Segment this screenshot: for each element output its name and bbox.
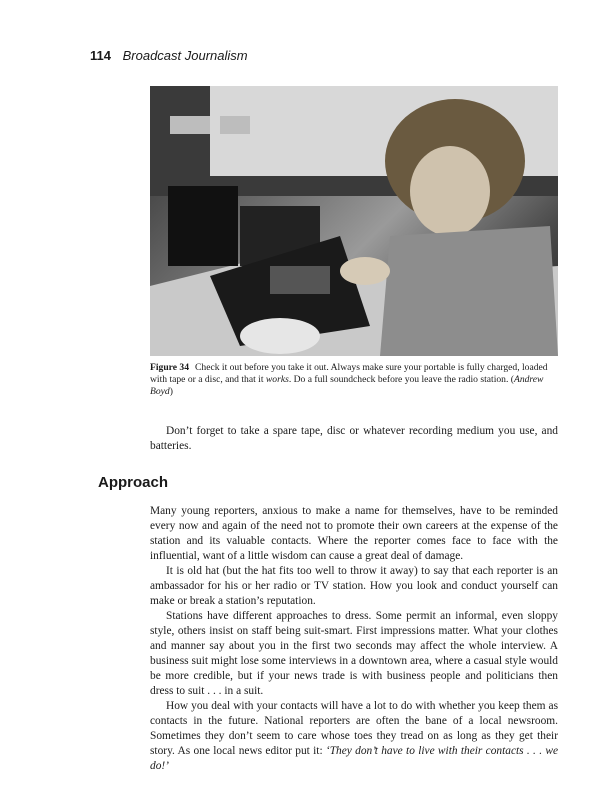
paragraph-4 <box>150 699 558 774</box>
caption-credit: Andrew Boyd <box>150 374 544 397</box>
running-header <box>90 48 248 63</box>
figure-photo <box>150 86 558 356</box>
paragraph-4-text: How you deal with your contacts will have a lot to do with whether you keep them as contacts in the future. National reporters are often the bane of a local newsroom. Sometimes they don’t seem to care whose toes they tread on as long as they get their story. As one local news editor put it: <box>150 700 558 757</box>
caption-end: ) <box>169 386 173 397</box>
photo-illustration <box>150 86 558 356</box>
paragraph-2: It is old hat (but the hat fits too well to throw it away) to say that each reporter is an ambassador for his or her radio or TV station. How you look and conduct yourself can make or break a station’s reputation. <box>150 565 558 607</box>
page-number: 114 <box>90 48 111 63</box>
caption-text-2: . Do a full soundcheck before you leave the radio station. ( <box>288 374 514 385</box>
paragraph-3: Stations have different approaches to dress. Some permit an informal, even sloppy style, others insist on staff being suit-smart. First impressions matter. What your clothes and manner say about you in the first two seconds may affect the whole interview. A business suit might lose some interviews in a downtown area, where a casual style would be more credible, but if your news trade is with business people and politicians then dress to suit . . . in a suit. <box>150 610 558 697</box>
intro-paragraph: Don’t forget to take a spare tape, disc or whatever recording medium you use, and batteries. <box>150 425 558 452</box>
paragraph-4-quote: ‘They don’t have to live with their contacts . . . we do!’ <box>150 745 559 772</box>
caption-emphasis: works <box>265 374 289 385</box>
figure-label: Figure 34 <box>150 362 189 373</box>
section-heading: Approach <box>98 474 169 491</box>
caption-text-1: Check it out before you take it out. Always make sure your portable is fully charged, loaded with tape or a disc, and that it <box>150 362 548 385</box>
section-body <box>150 504 558 774</box>
figure-caption <box>150 362 558 398</box>
book-title: Broadcast Journalism <box>122 48 248 63</box>
paragraph-1: Many young reporters, anxious to make a name for themselves, have to be reminded every now and again of the need not to promote their own careers at the expense of the station and its valuable contacts. Where the reporter comes face to face with the influential, want of a little wisdom can cause a great deal of damage. <box>150 505 558 562</box>
